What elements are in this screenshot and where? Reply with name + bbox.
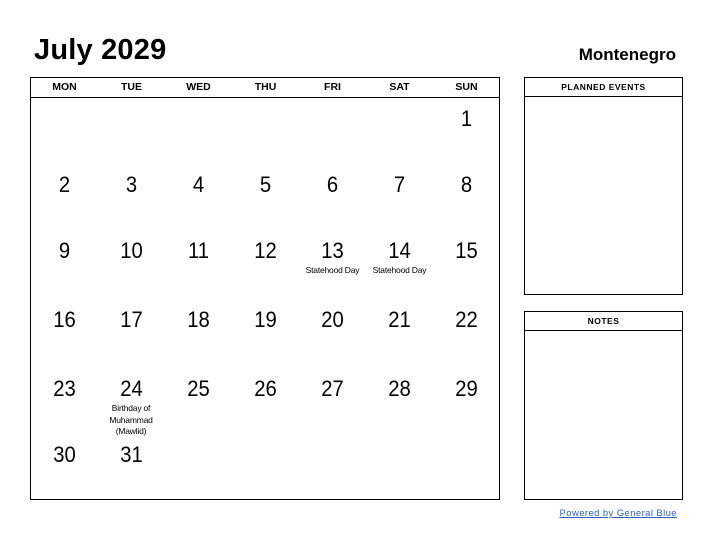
day-number: 9 (58, 238, 71, 263)
day-cell (232, 434, 299, 500)
day-cell (433, 434, 500, 500)
day-cell (232, 299, 299, 365)
day-cell (433, 98, 500, 164)
planned-events-panel (524, 77, 683, 295)
day-number: 7 (393, 172, 406, 197)
day-cell (31, 230, 98, 296)
day-number: 19 (254, 307, 277, 332)
weekday-label: TUE (121, 81, 142, 93)
day-number: 13 (321, 238, 344, 263)
day-number: 18 (187, 307, 210, 332)
day-number: 12 (254, 238, 277, 263)
weekday-label: MON (52, 81, 77, 93)
powered-by-link[interactable]: Powered by General Blue (559, 508, 677, 519)
day-number: 5 (259, 172, 272, 197)
weekday-label: SUN (455, 81, 478, 93)
day-cell (299, 434, 366, 500)
day-number: 1 (460, 106, 473, 131)
holiday-label: Statehood Day (305, 265, 360, 275)
holiday-label: Birthday of Muhammad (Mawlid) (109, 403, 153, 436)
day-cell (98, 299, 165, 365)
notes-heading: NOTES (525, 312, 682, 331)
planned-events-heading: PLANNED EVENTS (525, 78, 682, 97)
day-cell (98, 434, 165, 500)
day-cell (31, 164, 98, 230)
holiday-label: Statehood Day (372, 265, 427, 275)
day-cell (299, 230, 366, 296)
day-number: 10 (120, 238, 143, 263)
day-cell (366, 98, 433, 164)
day-cell (366, 368, 433, 434)
day-number: 6 (326, 172, 339, 197)
day-cell (165, 434, 232, 500)
day-cell (232, 368, 299, 434)
day-number: 15 (455, 238, 478, 263)
day-number: 29 (455, 376, 478, 401)
day-cell (31, 98, 98, 164)
day-cell (98, 98, 165, 164)
day-cell (31, 299, 98, 365)
day-number: 25 (187, 376, 210, 401)
day-cell (299, 299, 366, 365)
day-cell (433, 368, 500, 434)
day-cell (299, 164, 366, 230)
day-cell (433, 230, 500, 296)
day-number: 31 (120, 442, 143, 467)
month-title: July 2029 (34, 34, 167, 66)
day-cell (366, 299, 433, 365)
day-number: 24 (120, 376, 143, 401)
day-cell (232, 230, 299, 296)
calendar-grid (30, 77, 500, 500)
day-cell (433, 164, 500, 230)
day-number: 8 (460, 172, 473, 197)
day-cell (165, 98, 232, 164)
day-number: 14 (388, 238, 411, 263)
day-number: 20 (321, 307, 344, 332)
notes-panel (524, 311, 683, 500)
day-number: 21 (388, 307, 411, 332)
day-cell (366, 230, 433, 296)
day-number: 26 (254, 376, 277, 401)
country-name: Montenegro (578, 45, 676, 64)
day-cell (165, 164, 232, 230)
day-number: 22 (455, 307, 478, 332)
day-cell (165, 299, 232, 365)
day-cell (31, 368, 98, 434)
day-cell (299, 368, 366, 434)
day-number: 3 (125, 172, 138, 197)
day-cell (433, 299, 500, 365)
weekday-header (31, 78, 499, 98)
day-cell (165, 230, 232, 296)
day-cell (98, 368, 165, 434)
day-cell (98, 164, 165, 230)
weekday-label: WED (186, 81, 211, 93)
day-cell (366, 434, 433, 500)
day-number: 4 (192, 172, 205, 197)
day-number: 2 (58, 172, 71, 197)
day-cell (232, 98, 299, 164)
day-number: 17 (120, 307, 143, 332)
day-number: 28 (388, 376, 411, 401)
day-number: 16 (53, 307, 76, 332)
day-number: 30 (53, 442, 76, 467)
day-cell (299, 98, 366, 164)
day-cell (366, 164, 433, 230)
day-cell (98, 230, 165, 296)
day-cell (31, 434, 98, 500)
day-cell (232, 164, 299, 230)
day-cell (165, 368, 232, 434)
weekday-label: THU (254, 81, 277, 93)
weekday-label: FRI (324, 81, 341, 93)
weekday-label: SAT (389, 81, 410, 93)
day-number: 11 (187, 238, 210, 263)
day-number: 23 (53, 376, 76, 401)
day-number: 27 (321, 376, 344, 401)
